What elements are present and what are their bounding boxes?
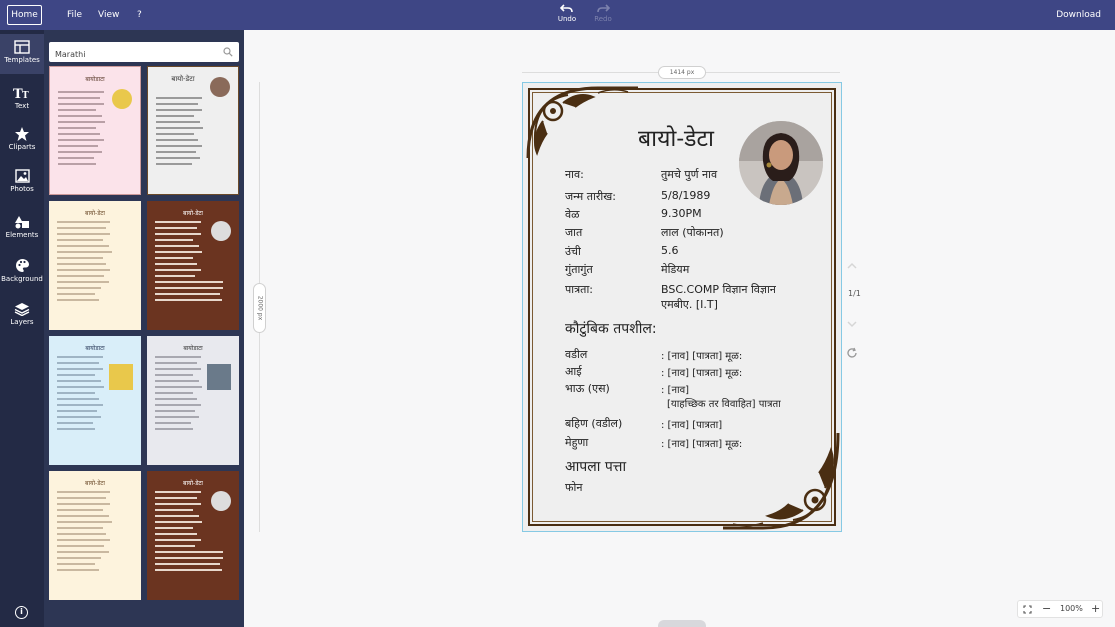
refresh-icon[interactable] — [846, 347, 858, 359]
width-label: 1414 px — [658, 66, 706, 79]
view-menu[interactable]: View — [98, 10, 120, 20]
template-thumb-7[interactable] — [49, 471, 141, 600]
page-count: 1/1 — [848, 289, 861, 298]
thumb-lines — [58, 91, 134, 169]
mother-label: आई — [565, 365, 582, 378]
thumb-title: बायोडाटा — [85, 76, 105, 83]
palette-icon — [15, 258, 30, 273]
brother-label: भाऊ (एस) — [565, 382, 610, 395]
caste-label: जात — [565, 226, 583, 239]
thumb-title: बायोडाटा — [183, 345, 203, 352]
zoom-in-icon[interactable]: + — [1091, 602, 1101, 615]
brother-in-law-value[interactable]: : [नाव] [पात्रता] मूळ: — [661, 439, 743, 450]
search-icon[interactable] — [223, 47, 233, 57]
name-label: नाव: — [565, 168, 584, 181]
star-icon — [15, 127, 29, 141]
move-up-icon[interactable] — [846, 260, 858, 272]
thumb-photo — [210, 77, 230, 97]
rail-layers-label: Layers — [10, 318, 34, 326]
templates-panel — [44, 30, 244, 627]
template-search — [49, 42, 239, 62]
rail-photos[interactable] — [0, 169, 44, 193]
redo-button[interactable] — [588, 3, 618, 23]
rail-photos-label: Photos — [10, 185, 34, 193]
redo-label: Redo — [594, 15, 612, 23]
sister-label: बहिण (वडील) — [565, 417, 623, 430]
qualification-label: पात्रता: — [565, 283, 593, 296]
help-menu[interactable]: ? — [137, 10, 142, 20]
height-label: 2000 px — [256, 295, 263, 321]
search-input[interactable] — [49, 45, 209, 65]
zoom-out-icon[interactable]: − — [1042, 602, 1052, 615]
template-thumb-5[interactable] — [49, 336, 141, 465]
shapes-icon — [14, 215, 30, 229]
qualification-value-2[interactable]: एमबीए. [I.T] — [661, 298, 718, 311]
father-value[interactable]: : [नाव] [पात्रता] मूळ: — [661, 351, 743, 362]
thumb-lines — [155, 491, 231, 575]
thumb-lines — [156, 97, 232, 169]
thumb-lines — [155, 356, 231, 434]
brother-value[interactable]: : [नाव] — [661, 385, 690, 396]
rail-templates-label: Templates — [4, 56, 40, 64]
top-bar — [0, 0, 1115, 30]
dob-label: जन्म तारीख: — [565, 190, 616, 203]
rail-elements-label: Elements — [5, 231, 39, 239]
thumb-title: बायो-डेटा — [85, 210, 105, 217]
thumb-title: बायो-डेटा — [183, 480, 203, 487]
undo-button[interactable] — [552, 3, 582, 23]
rail-layers[interactable] — [0, 302, 44, 326]
dob-value[interactable]: 5/8/1989 — [661, 189, 711, 202]
complexion-label: गुंतागुंत — [565, 263, 593, 276]
qualification-value[interactable]: BSC.COMP विज्ञान विज्ञान — [661, 283, 776, 296]
family-heading[interactable]: कौटुंबिक तपशील: — [565, 321, 657, 337]
portrait-image — [739, 121, 823, 205]
rail-background-label: Background — [1, 275, 43, 283]
time-label: वेळ — [565, 208, 580, 221]
rail-cliparts[interactable] — [0, 127, 44, 151]
caste-value[interactable]: लाल (पोकानत) — [661, 226, 724, 239]
layers-icon — [14, 302, 30, 316]
sister-value[interactable]: : [नाव] [पात्रता] — [661, 420, 723, 431]
profile-photo[interactable] — [739, 121, 823, 205]
template-thumb-4[interactable] — [147, 201, 239, 330]
template-thumb-1[interactable] — [49, 66, 141, 195]
info-icon[interactable]: i — [15, 606, 28, 619]
tool-rail — [0, 30, 44, 627]
father-label: वडील — [565, 348, 588, 361]
template-thumb-3[interactable] — [49, 201, 141, 330]
rail-elements[interactable] — [0, 215, 44, 239]
bottom-drawer-handle[interactable] — [658, 620, 706, 627]
brother-value-2[interactable]: [याहच्छिक तर विवाहित] पात्रता — [667, 399, 781, 410]
svg-text:T: T — [13, 87, 23, 100]
thumb-lines — [57, 491, 133, 575]
photo-icon — [15, 169, 30, 183]
download-button[interactable]: Download — [1056, 10, 1101, 20]
thumb-title: बायो-डेटा — [85, 480, 105, 487]
brother-in-law-label: मेहुणा — [565, 436, 589, 449]
thumb-title: बायोडाटा — [85, 345, 105, 352]
name-value[interactable]: तुमचे पुर्ण नाव — [661, 168, 718, 181]
rail-text-label: Text — [14, 102, 30, 110]
home-button[interactable]: Home — [7, 5, 42, 25]
redo-icon — [596, 4, 610, 14]
rail-templates[interactable] — [0, 34, 44, 74]
template-thumb-2[interactable] — [147, 66, 239, 195]
ornament-top-left — [523, 83, 643, 163]
biodata-title[interactable]: बायो-डेटा — [638, 126, 715, 152]
thumb-lines — [57, 221, 133, 305]
text-icon — [13, 86, 31, 100]
templates-icon — [14, 40, 30, 54]
fit-screen-icon[interactable] — [1023, 605, 1032, 614]
complexion-value[interactable]: मेडियम — [661, 263, 690, 276]
thumb-title: बायो-डेटा — [171, 75, 195, 83]
thumb-title: बायो-डेटा — [183, 210, 203, 217]
thumb-lines — [57, 356, 133, 434]
undo-label: Undo — [557, 15, 577, 23]
zoom-level: 100% — [1060, 604, 1083, 613]
time-value[interactable]: 9.30PM — [661, 207, 702, 220]
height-value[interactable]: 5.6 — [661, 244, 679, 257]
zoom-controls — [1017, 600, 1103, 618]
thumb-lines — [155, 221, 231, 305]
design-page[interactable] — [522, 82, 842, 532]
height-label-pill — [253, 283, 266, 333]
rail-cliparts-label: Cliparts — [8, 143, 36, 151]
address-heading[interactable]: आपला पत्ता — [565, 459, 627, 475]
height-field-label: उंची — [565, 245, 581, 258]
file-menu[interactable]: File — [67, 10, 83, 20]
rail-text[interactable] — [0, 86, 44, 110]
phone-label[interactable]: फोन — [565, 481, 583, 494]
svg-text:T: T — [22, 91, 29, 100]
rail-background[interactable] — [0, 258, 44, 283]
move-down-icon[interactable] — [846, 318, 858, 330]
mother-value[interactable]: : [नाव] [पात्रता] मूळ: — [661, 368, 743, 379]
undo-icon — [560, 4, 574, 14]
template-thumb-6[interactable] — [147, 336, 239, 465]
template-thumb-8[interactable] — [147, 471, 239, 600]
